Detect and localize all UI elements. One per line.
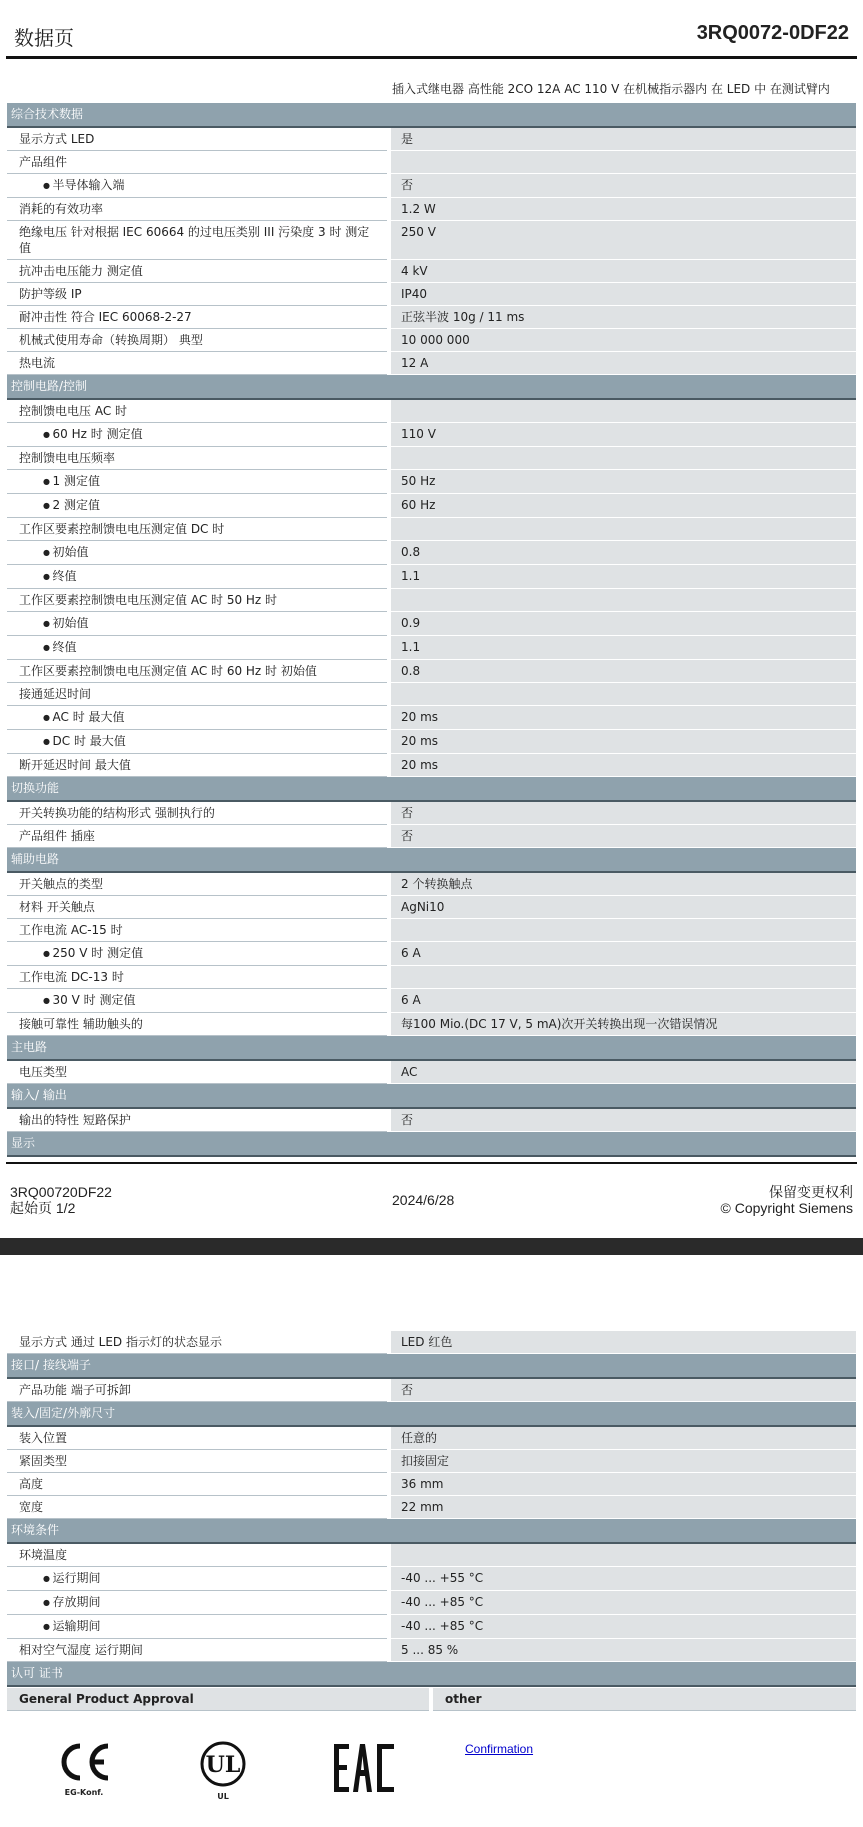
- ul-caption: UL: [217, 1792, 229, 1801]
- spec-row: [7, 1496, 856, 1519]
- section-header: 认可 证书: [7, 1662, 856, 1687]
- page-title: 数据页: [14, 26, 74, 50]
- spec-label: 开关转换功能的结构形式 强制执行的: [7, 802, 387, 825]
- spec-row: [7, 260, 856, 283]
- spec-label: ● 60 Hz 时 测定值: [7, 423, 387, 447]
- spec-row: [7, 989, 856, 1013]
- spec-row: [7, 1379, 856, 1402]
- section-header: 控制电路/控制: [7, 375, 856, 400]
- ul-mark-icon: [193, 1740, 253, 1801]
- spec-label: ● 终值: [7, 636, 387, 660]
- spec-value: 20 ms: [387, 706, 856, 730]
- spec-value: 6 A: [387, 989, 856, 1013]
- spec-label: 耐冲击性 符合 IEC 60068-2-27: [7, 306, 387, 329]
- spec-row: [7, 1615, 856, 1639]
- spec-value: 每100 Mio.(DC 17 V, 5 mA)次开关转换出现一次错误情况: [387, 1013, 856, 1036]
- spec-row: [7, 896, 856, 919]
- spec-row: [7, 174, 856, 198]
- spec-label: 控制馈电电压频率: [7, 447, 387, 470]
- spec-value: 4 kV: [387, 260, 856, 283]
- spec-label: ● 初始值: [7, 541, 387, 565]
- spec-row: [7, 966, 856, 989]
- approval-table: [7, 1684, 856, 1711]
- spec-value: [387, 1544, 856, 1567]
- spec-row: [7, 1013, 856, 1036]
- spec-label: 开关触点的类型: [7, 873, 387, 896]
- section-header: 显示: [7, 1132, 856, 1157]
- spec-label: 产品组件: [7, 151, 387, 174]
- spec-row: [7, 1591, 856, 1615]
- spec-value: 60 Hz: [387, 494, 856, 518]
- spec-row: [7, 283, 856, 306]
- spec-value: 0.8: [387, 541, 856, 565]
- spec-row: [7, 873, 856, 896]
- spec-row: [7, 1473, 856, 1496]
- spec-value: LED 红色: [387, 1331, 856, 1354]
- spec-label: 接通延迟时间: [7, 683, 387, 706]
- spec-value: 正弦半波 10g / 11 ms: [387, 306, 856, 329]
- spec-label: 宽度: [7, 1496, 387, 1519]
- spec-label: ● 250 V 时 测定值: [7, 942, 387, 966]
- eac-mark-icon: [329, 1740, 399, 1800]
- spec-value: 0.8: [387, 660, 856, 683]
- spec-label: ● 终值: [7, 565, 387, 589]
- spec-label: 接触可靠性 辅助触头的: [7, 1013, 387, 1036]
- spec-label: 产品组件 插座: [7, 825, 387, 848]
- spec-value: AC: [387, 1061, 856, 1084]
- spec-value: 是: [387, 128, 856, 151]
- spec-value: 6 A: [387, 942, 856, 966]
- spec-value: 20 ms: [387, 754, 856, 777]
- spec-value: 否: [387, 1379, 856, 1402]
- spec-row: [7, 400, 856, 423]
- section-header: 接口/ 接线端子: [7, 1354, 856, 1379]
- spec-row: [7, 942, 856, 966]
- spec-label: ● 30 V 时 测定值: [7, 989, 387, 1013]
- spec-label: ● 运输期间: [7, 1615, 387, 1639]
- section-header: 综合技术数据: [7, 103, 856, 128]
- spec-label: 机械式使用寿命（转换周期） 典型: [7, 329, 387, 352]
- spec-label: ● DC 时 最大值: [7, 730, 387, 754]
- spec-row: [7, 636, 856, 660]
- spec-label: 工作区要素控制馈电电压测定值 AC 时 60 Hz 时 初始值: [7, 660, 387, 683]
- spec-row: [7, 660, 856, 683]
- confirmation-link[interactable]: Confirmation: [465, 1742, 534, 1756]
- spec-label: ● 1 测定值: [7, 470, 387, 494]
- product-code: 3RQ0072-0DF22: [696, 22, 849, 44]
- spec-label: 材料 开关触点: [7, 896, 387, 919]
- spec-label: 控制馈电电压 AC 时: [7, 400, 387, 423]
- spec-value: 否: [387, 802, 856, 825]
- spec-value: 否: [387, 825, 856, 848]
- spec-value: 0.9: [387, 612, 856, 636]
- spec-label: 装入位置: [7, 1427, 387, 1450]
- spec-table-page-2: [7, 1331, 856, 1687]
- spec-row: [7, 919, 856, 942]
- spec-label: 紧固类型: [7, 1450, 387, 1473]
- spec-value: [387, 683, 856, 706]
- spec-row: [7, 1567, 856, 1591]
- spec-row: [7, 1427, 856, 1450]
- spec-row: [7, 221, 856, 260]
- spec-row: [7, 706, 856, 730]
- page-header: [6, 16, 857, 59]
- ce-caption: EG-Konf.: [64, 1788, 104, 1797]
- spec-row: [7, 128, 856, 151]
- spec-row: [7, 730, 856, 754]
- spec-value: 5 ... 85 %: [387, 1639, 856, 1662]
- spec-row: [7, 198, 856, 221]
- spec-row: [7, 802, 856, 825]
- spec-value: -40 ... +85 °C: [387, 1615, 856, 1639]
- svg-text:UL: UL: [205, 1752, 241, 1778]
- spec-row: [7, 423, 856, 447]
- spec-row: [7, 754, 856, 777]
- spec-label: 输出的特性 短路保护: [7, 1109, 387, 1132]
- spec-label: 环境温度: [7, 1544, 387, 1567]
- spec-value: 10 000 000: [387, 329, 856, 352]
- spec-value: [387, 919, 856, 942]
- spec-label: 工作电流 DC-13 时: [7, 966, 387, 989]
- datasheet-page-2: [0, 1255, 863, 1827]
- spec-label: ● 2 测定值: [7, 494, 387, 518]
- spec-value: [387, 589, 856, 612]
- spec-row: [7, 1061, 856, 1084]
- spec-row: [7, 151, 856, 174]
- spec-label: 显示方式 LED: [7, 128, 387, 151]
- spec-label: ● AC 时 最大值: [7, 706, 387, 730]
- footer-product-code: 3RQ00720DF22: [10, 1184, 112, 1200]
- spec-value: 12 A: [387, 352, 856, 375]
- section-header: 环境条件: [7, 1519, 856, 1544]
- spec-label: 绝缘电压 针对根据 IEC 60664 的过电压类别 III 污染度 3 时 测定值: [7, 221, 387, 260]
- spec-row: [7, 1331, 856, 1354]
- section-header: 辅助电路: [7, 848, 856, 873]
- spec-label: 相对空气湿度 运行期间: [7, 1639, 387, 1662]
- spec-row: [7, 541, 856, 565]
- product-description: 插入式继电器 高性能 2CO 12A AC 110 V 在机械指示器内 在 LED 中 在测试臂内: [392, 82, 830, 96]
- spec-value: 20 ms: [387, 730, 856, 754]
- spec-row: [7, 1544, 856, 1567]
- spec-label: 工作电流 AC-15 时: [7, 919, 387, 942]
- spec-value: [387, 447, 856, 470]
- spec-row: [7, 447, 856, 470]
- spec-value: -40 ... +55 °C: [387, 1567, 856, 1591]
- spec-row: [7, 352, 856, 375]
- spec-row: [7, 1639, 856, 1662]
- section-header: 切换功能: [7, 777, 856, 802]
- spec-label: ● 存放期间: [7, 1591, 387, 1615]
- page-footer: [6, 1162, 857, 1216]
- ce-mark-icon: [49, 1740, 119, 1797]
- spec-row: [7, 683, 856, 706]
- section-header: 主电路: [7, 1036, 856, 1061]
- spec-value: 扣接固定: [387, 1450, 856, 1473]
- spec-label: ● 半导体输入端: [7, 174, 387, 198]
- spec-label: 产品功能 端子可拆卸: [7, 1379, 387, 1402]
- spec-row: [7, 1109, 856, 1132]
- footer-page-number: 起始页 1/2: [10, 1200, 76, 1216]
- spec-row: [7, 494, 856, 518]
- spec-value: 否: [387, 174, 856, 198]
- spec-value: 110 V: [387, 423, 856, 447]
- spec-value: 36 mm: [387, 1473, 856, 1496]
- spec-label: 高度: [7, 1473, 387, 1496]
- spec-table-page-1: [7, 103, 856, 1157]
- approval-header-other: other: [433, 1688, 856, 1711]
- spec-row: [7, 329, 856, 352]
- spec-row: [7, 518, 856, 541]
- spec-value: 1.1: [387, 636, 856, 660]
- spec-label: ● 初始值: [7, 612, 387, 636]
- spec-label: 防护等级 IP: [7, 283, 387, 306]
- spec-row: [7, 825, 856, 848]
- spec-label: 显示方式 通过 LED 指示灯的状态显示: [7, 1331, 387, 1354]
- footer-copyright: © Copyright Siemens: [720, 1200, 853, 1216]
- spec-label: 工作区要素控制馈电电压测定值 AC 时 50 Hz 时: [7, 589, 387, 612]
- spec-value: 250 V: [387, 221, 856, 260]
- section-header: 输入/ 输出: [7, 1084, 856, 1109]
- spec-value: [387, 151, 856, 174]
- spec-value: IP40: [387, 283, 856, 306]
- footer-rights: 保留变更权利: [769, 1184, 853, 1200]
- spec-row: [7, 306, 856, 329]
- spec-label: ● 运行期间: [7, 1567, 387, 1591]
- spec-row: [7, 612, 856, 636]
- spec-value: 1.2 W: [387, 198, 856, 221]
- spec-row: [7, 470, 856, 494]
- spec-value: -40 ... +85 °C: [387, 1591, 856, 1615]
- spec-value: 2 个转换触点: [387, 873, 856, 896]
- certificate-logos: [7, 1740, 856, 1820]
- spec-label: 电压类型: [7, 1061, 387, 1084]
- spec-value: AgNi10: [387, 896, 856, 919]
- spec-value: [387, 518, 856, 541]
- spec-label: 抗冲击电压能力 测定值: [7, 260, 387, 283]
- spec-label: 断开延迟时间 最大值: [7, 754, 387, 777]
- spec-value: 50 Hz: [387, 470, 856, 494]
- spec-value: 任意的: [387, 1427, 856, 1450]
- spec-value: 22 mm: [387, 1496, 856, 1519]
- spec-value: [387, 400, 856, 423]
- spec-value: 否: [387, 1109, 856, 1132]
- spec-label: 热电流: [7, 352, 387, 375]
- spec-row: [7, 1450, 856, 1473]
- spec-value: 1.1: [387, 565, 856, 589]
- spec-row: [7, 565, 856, 589]
- approval-header-general: General Product Approval: [7, 1688, 429, 1711]
- section-header: 装入/固定/外廓尺寸: [7, 1402, 856, 1427]
- spec-label: 消耗的有效功率: [7, 198, 387, 221]
- footer-date: 2024/6/28: [392, 1192, 455, 1208]
- spec-value: [387, 966, 856, 989]
- spec-label: 工作区要素控制馈电电压测定值 DC 时: [7, 518, 387, 541]
- spec-row: [7, 589, 856, 612]
